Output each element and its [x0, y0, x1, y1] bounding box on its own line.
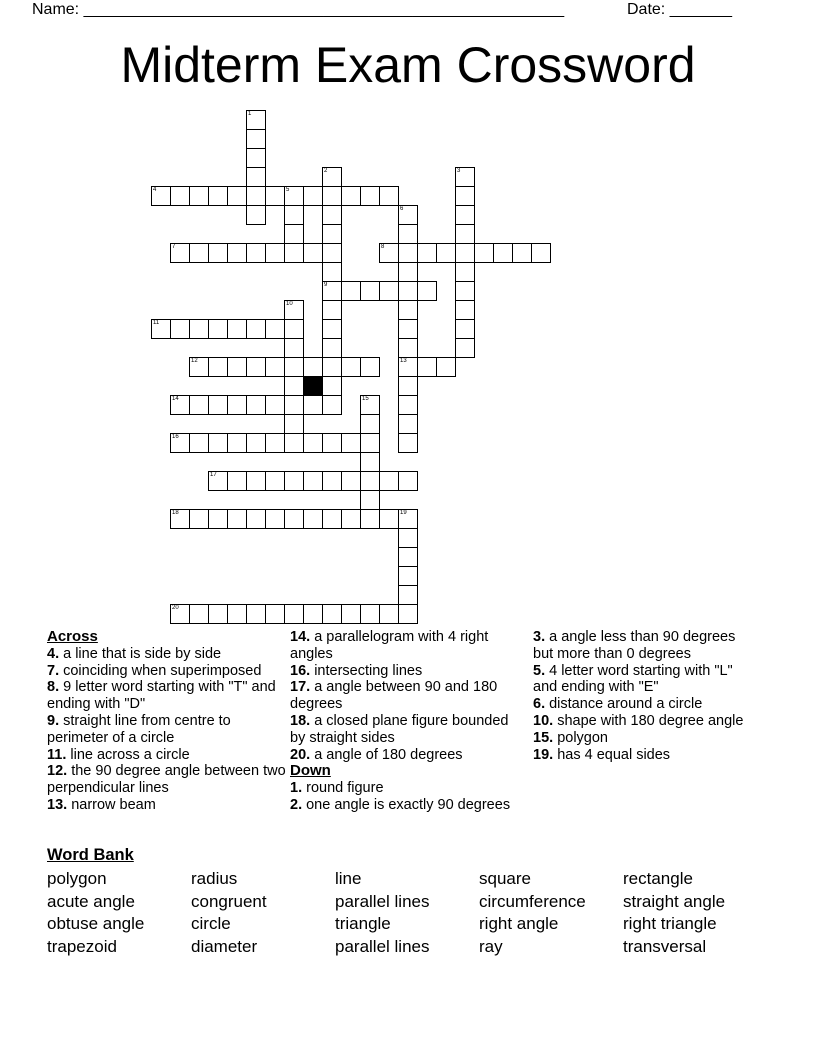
grid-cell[interactable]	[455, 281, 475, 301]
clue-number: 20.	[290, 746, 311, 763]
grid-cell[interactable]	[170, 433, 190, 453]
across-clue	[290, 663, 525, 680]
grid-cell[interactable]	[398, 376, 418, 396]
black-cell	[303, 376, 323, 396]
clue-number: 13	[400, 358, 407, 364]
clue-number: 6.	[533, 696, 546, 713]
grid-cell[interactable]	[284, 357, 304, 377]
grid-cell[interactable]	[398, 566, 418, 586]
grid-cell[interactable]	[246, 148, 266, 168]
grid-cell[interactable]	[455, 224, 475, 244]
grid-cell[interactable]	[303, 433, 323, 453]
grid-cell[interactable]	[455, 262, 475, 282]
grid-cell[interactable]	[227, 319, 247, 339]
grid-cell[interactable]	[322, 205, 342, 225]
clue-number: 2	[324, 168, 328, 174]
clue-number: 15.	[533, 729, 554, 746]
clue-text: shape with 180 degree angle	[553, 712, 744, 729]
across-clue	[47, 679, 287, 713]
clue-number: 18.	[290, 712, 311, 729]
grid-cell[interactable]	[531, 243, 551, 263]
down-clue	[533, 747, 758, 764]
grid-cell[interactable]	[379, 281, 399, 301]
word-bank-item: parallel lines	[335, 891, 430, 911]
across-clue	[47, 663, 287, 680]
grid-cell[interactable]	[246, 129, 266, 149]
grid-cell[interactable]	[303, 509, 323, 529]
crossword-grid	[151, 110, 571, 630]
word-bank	[47, 868, 767, 958]
grid-cell[interactable]	[246, 167, 266, 187]
grid-cell[interactable]	[379, 243, 399, 263]
grid-cell[interactable]	[341, 357, 361, 377]
grid-cell[interactable]	[227, 471, 247, 491]
clue-number: 19	[400, 510, 407, 516]
grid-cell[interactable]	[398, 205, 418, 225]
grid-cell[interactable]	[360, 414, 380, 434]
grid-cell[interactable]	[398, 395, 418, 415]
word-bank-item: acute angle	[47, 891, 135, 911]
clue-number: 4	[153, 187, 157, 193]
grid-cell[interactable]	[170, 186, 190, 206]
word-bank-item: circle	[191, 914, 231, 934]
grid-cell[interactable]	[170, 604, 190, 624]
grid-cell[interactable]	[341, 509, 361, 529]
grid-cell[interactable]	[208, 357, 228, 377]
grid-cell[interactable]	[284, 186, 304, 206]
grid-cell[interactable]	[436, 243, 456, 263]
grid-cell[interactable]	[341, 281, 361, 301]
clue-number: 17.	[290, 679, 311, 696]
grid-cell[interactable]	[227, 186, 247, 206]
across-clue	[47, 646, 287, 663]
grid-cell[interactable]	[284, 243, 304, 263]
grid-cell[interactable]	[208, 433, 228, 453]
word-bank-item: ray	[479, 936, 503, 956]
grid-cell[interactable]	[322, 338, 342, 358]
grid-cell[interactable]	[303, 357, 323, 377]
clue-number: 15	[362, 396, 369, 402]
grid-cell[interactable]	[208, 395, 228, 415]
grid-cell[interactable]	[189, 604, 209, 624]
grid-cell[interactable]	[265, 357, 285, 377]
grid-cell[interactable]	[360, 281, 380, 301]
clue-text: a parallelogram with 4 right angles	[290, 629, 489, 662]
grid-cell[interactable]	[265, 509, 285, 529]
grid-cell[interactable]	[322, 395, 342, 415]
word-bank-item: rectangle	[623, 869, 693, 888]
grid-cell[interactable]	[455, 243, 475, 263]
grid-cell[interactable]	[322, 376, 342, 396]
grid-cell[interactable]	[189, 319, 209, 339]
grid-cell[interactable]	[284, 414, 304, 434]
grid-cell[interactable]	[398, 281, 418, 301]
grid-cell[interactable]	[303, 186, 323, 206]
down-clue	[533, 663, 758, 697]
word-bank-item: transversal	[623, 936, 707, 956]
grid-cell[interactable]	[398, 509, 418, 529]
down-clue	[290, 797, 525, 814]
grid-cell[interactable]	[322, 357, 342, 377]
across-clue	[47, 713, 287, 747]
grid-cell[interactable]	[265, 395, 285, 415]
clue-text: has 4 equal sides	[553, 746, 671, 763]
clue-number: 20	[172, 605, 179, 611]
clue-text: 4 letter word starting with "L" and ending with "E"	[533, 662, 733, 696]
across-clue	[290, 747, 525, 764]
clue-number: 1	[248, 111, 252, 117]
grid-cell[interactable]	[398, 300, 418, 320]
word-bank-item: right triangle	[623, 914, 717, 934]
grid-cell[interactable]	[265, 243, 285, 263]
word-bank-item: right angle	[479, 914, 559, 934]
clue-text: one angle is exactly 90 degrees	[302, 796, 511, 813]
clue-number: 18	[172, 510, 179, 516]
grid-cell[interactable]	[246, 243, 266, 263]
clue-number: 12.	[47, 763, 68, 780]
grid-cell[interactable]	[246, 205, 266, 225]
grid-cell[interactable]	[398, 528, 418, 548]
across-clue	[290, 679, 525, 713]
clue-text: a angle of 180 degrees	[310, 746, 463, 763]
clue-text: intersecting lines	[310, 662, 423, 679]
grid-cell[interactable]	[170, 319, 190, 339]
word-bank-item: trapezoid	[47, 936, 117, 956]
grid-cell[interactable]	[265, 319, 285, 339]
clue-number: 14.	[290, 629, 311, 645]
grid-cell[interactable]	[170, 395, 190, 415]
grid-cell[interactable]	[379, 471, 399, 491]
word-bank-item: straight angle	[623, 891, 726, 911]
clue-number: 19.	[533, 746, 554, 763]
grid-cell[interactable]	[246, 357, 266, 377]
grid-cell[interactable]	[379, 509, 399, 529]
grid-cell[interactable]	[455, 186, 475, 206]
grid-cell[interactable]	[284, 604, 304, 624]
clue-number: 16	[172, 434, 179, 440]
grid-cell[interactable]	[398, 414, 418, 434]
grid-cell[interactable]	[455, 319, 475, 339]
grid-cell[interactable]	[284, 319, 304, 339]
grid-cell[interactable]	[227, 433, 247, 453]
grid-cell[interactable]	[246, 509, 266, 529]
across-heading: Across	[47, 628, 98, 645]
clue-number: 7	[172, 244, 176, 250]
clue-number: 8.	[47, 679, 60, 696]
grid-cell[interactable]	[398, 224, 418, 244]
across-clue	[290, 713, 525, 747]
word-bank-item: diameter	[191, 936, 258, 956]
grid-cell[interactable]	[398, 471, 418, 491]
grid-cell[interactable]	[512, 243, 532, 263]
clue-number: 5	[286, 187, 290, 193]
grid-cell[interactable]	[341, 471, 361, 491]
grid-cell[interactable]	[360, 433, 380, 453]
clue-number: 9	[324, 282, 328, 288]
clue-number: 11	[153, 320, 160, 326]
grid-cell[interactable]	[208, 186, 228, 206]
clue-text: line across a circle	[66, 746, 190, 763]
grid-cell[interactable]	[208, 509, 228, 529]
grid-cell[interactable]	[322, 224, 342, 244]
clue-text: straight line from centre to perimeter of a circle	[47, 712, 231, 746]
grid-cell[interactable]	[265, 471, 285, 491]
grid-cell[interactable]	[284, 300, 304, 320]
grid-cell[interactable]	[341, 186, 361, 206]
clue-number: 2.	[290, 796, 303, 813]
clue-number: 17	[210, 472, 217, 478]
grid-cell[interactable]	[322, 167, 342, 187]
grid-cell[interactable]	[284, 376, 304, 396]
grid-cell[interactable]	[417, 281, 437, 301]
clue-text: distance around a circle	[545, 696, 703, 713]
clue-number: 3	[457, 168, 461, 174]
grid-cell[interactable]	[208, 604, 228, 624]
grid-cell[interactable]	[398, 243, 418, 263]
grid-cell[interactable]	[246, 110, 266, 130]
word-bank-item: square	[479, 869, 531, 888]
grid-cell[interactable]	[303, 471, 323, 491]
grid-cell[interactable]	[322, 509, 342, 529]
grid-cell[interactable]	[398, 357, 418, 377]
page-title: Midterm Exam Crossword	[120, 37, 696, 93]
clue-text: a line that is side by side	[59, 645, 222, 662]
down-clue	[533, 629, 758, 663]
grid-cell[interactable]	[284, 395, 304, 415]
grid-cell[interactable]	[265, 186, 285, 206]
grid-cell[interactable]	[322, 186, 342, 206]
grid-cell[interactable]	[208, 243, 228, 263]
grid-cell[interactable]	[455, 300, 475, 320]
word-bank-item: radius	[191, 869, 238, 888]
grid-cell[interactable]	[189, 395, 209, 415]
clue-number: 9.	[47, 712, 60, 729]
grid-cell[interactable]	[227, 395, 247, 415]
grid-cell[interactable]	[474, 243, 494, 263]
down-clue	[533, 713, 758, 730]
grid-cell[interactable]	[246, 604, 266, 624]
grid-cell[interactable]	[455, 205, 475, 225]
clues-column-3	[533, 629, 758, 763]
word-bank-item: circumference	[479, 891, 586, 911]
grid-cell[interactable]	[265, 604, 285, 624]
clue-number: 10.	[533, 712, 554, 729]
grid-cell[interactable]	[284, 471, 304, 491]
grid-cell[interactable]	[322, 243, 342, 263]
word-bank-item: polygon	[47, 869, 107, 888]
grid-cell[interactable]	[360, 604, 380, 624]
across-clue	[290, 629, 525, 663]
clue-number: 13.	[47, 796, 68, 813]
grid-cell[interactable]	[398, 604, 418, 624]
clue-text: 9 letter word starting with "T" and ending with "D"	[47, 679, 276, 713]
grid-cell[interactable]	[322, 604, 342, 624]
date-field-label: Date: _______	[627, 1, 732, 18]
grid-cell[interactable]	[246, 433, 266, 453]
clue-number: 8	[381, 244, 385, 250]
clue-text: polygon	[553, 729, 608, 746]
grid-cell[interactable]	[379, 604, 399, 624]
word-bank-heading: Word Bank	[47, 846, 134, 864]
across-clue	[47, 747, 287, 764]
clue-number: 10	[286, 301, 293, 307]
grid-cell[interactable]	[303, 243, 323, 263]
grid-cell[interactable]	[322, 471, 342, 491]
grid-cell[interactable]	[455, 167, 475, 187]
grid-cell[interactable]	[151, 186, 171, 206]
grid-cell[interactable]	[322, 281, 342, 301]
clue-number: 12	[191, 358, 198, 364]
grid-cell[interactable]	[455, 338, 475, 358]
grid-cell[interactable]	[360, 395, 380, 415]
grid-cell[interactable]	[322, 433, 342, 453]
grid-cell[interactable]	[246, 395, 266, 415]
clues-column-1	[47, 629, 287, 814]
down-clue	[533, 696, 758, 713]
grid-cell[interactable]	[189, 357, 209, 377]
grid-cell[interactable]	[189, 509, 209, 529]
grid-cell[interactable]	[398, 319, 418, 339]
down-clue	[533, 730, 758, 747]
grid-cell[interactable]	[493, 243, 513, 263]
clue-number: 1.	[290, 780, 303, 797]
grid-cell[interactable]	[360, 357, 380, 377]
across-clue	[47, 763, 287, 797]
clue-number: 14	[172, 396, 179, 402]
word-bank-item: obtuse angle	[47, 914, 145, 934]
grid-cell[interactable]	[189, 243, 209, 263]
grid-cell[interactable]	[284, 224, 304, 244]
grid-cell[interactable]	[398, 338, 418, 358]
grid-cell[interactable]	[208, 319, 228, 339]
grid-cell[interactable]	[170, 509, 190, 529]
grid-cell[interactable]	[360, 490, 380, 510]
grid-cell[interactable]	[227, 509, 247, 529]
grid-cell[interactable]	[284, 205, 304, 225]
grid-cell[interactable]	[284, 433, 304, 453]
grid-cell[interactable]	[360, 186, 380, 206]
grid-cell[interactable]	[360, 471, 380, 491]
grid-cell[interactable]	[436, 357, 456, 377]
clue-number: 5.	[533, 662, 546, 679]
grid-cell[interactable]	[379, 186, 399, 206]
grid-cell[interactable]	[284, 509, 304, 529]
clue-text: narrow beam	[67, 796, 156, 813]
word-bank-item: parallel lines	[335, 936, 430, 956]
down-clue	[290, 780, 525, 797]
clue-number: 7.	[47, 662, 60, 679]
grid-cell[interactable]	[417, 243, 437, 263]
word-bank-item: congruent	[191, 891, 267, 911]
grid-cell[interactable]	[341, 433, 361, 453]
grid-cell[interactable]	[189, 186, 209, 206]
grid-cell[interactable]	[170, 243, 190, 263]
grid-cell[interactable]	[227, 243, 247, 263]
grid-cell[interactable]	[398, 547, 418, 567]
grid-cell[interactable]	[360, 509, 380, 529]
grid-cell[interactable]	[322, 262, 342, 282]
name-field-label: Name: ______________________________________________________	[32, 1, 565, 18]
clue-number: 6	[400, 206, 404, 212]
grid-cell[interactable]	[360, 452, 380, 472]
grid-cell[interactable]	[265, 433, 285, 453]
grid-cell[interactable]	[322, 300, 342, 320]
word-bank-item: line	[335, 869, 362, 888]
clue-number: 16.	[290, 662, 311, 679]
grid-cell[interactable]	[398, 433, 418, 453]
grid-cell[interactable]	[246, 186, 266, 206]
grid-cell[interactable]	[227, 604, 247, 624]
clue-text: a angle less than 90 degrees but more than 0 degrees	[533, 629, 736, 662]
clue-number: 3.	[533, 629, 546, 645]
grid-cell[interactable]	[246, 319, 266, 339]
grid-cell[interactable]	[322, 319, 342, 339]
clues-column-2	[290, 629, 525, 814]
grid-cell[interactable]	[303, 395, 323, 415]
clue-text: coinciding when superimposed	[59, 662, 262, 679]
grid-cell[interactable]	[227, 357, 247, 377]
clue-text: round figure	[302, 780, 384, 797]
grid-cell[interactable]	[208, 471, 228, 491]
grid-cell[interactable]	[303, 604, 323, 624]
grid-cell[interactable]	[417, 357, 437, 377]
word-bank-item: triangle	[335, 914, 391, 934]
across-clue	[47, 797, 287, 814]
clue-number: 4.	[47, 645, 60, 662]
clue-text: a closed plane figure bounded by straight sides	[290, 712, 509, 746]
grid-cell[interactable]	[398, 585, 418, 605]
grid-cell[interactable]	[246, 471, 266, 491]
grid-cell[interactable]	[398, 262, 418, 282]
grid-cell[interactable]	[189, 433, 209, 453]
down-heading: Down	[290, 762, 331, 780]
grid-cell[interactable]	[284, 338, 304, 358]
clue-text: the 90 degree angle between two perpendicular lines	[47, 763, 286, 797]
grid-cell[interactable]	[151, 319, 171, 339]
clue-number: 11.	[47, 746, 67, 763]
grid-cell[interactable]	[341, 604, 361, 624]
clue-text: a angle between 90 and 180 degrees	[290, 679, 498, 713]
